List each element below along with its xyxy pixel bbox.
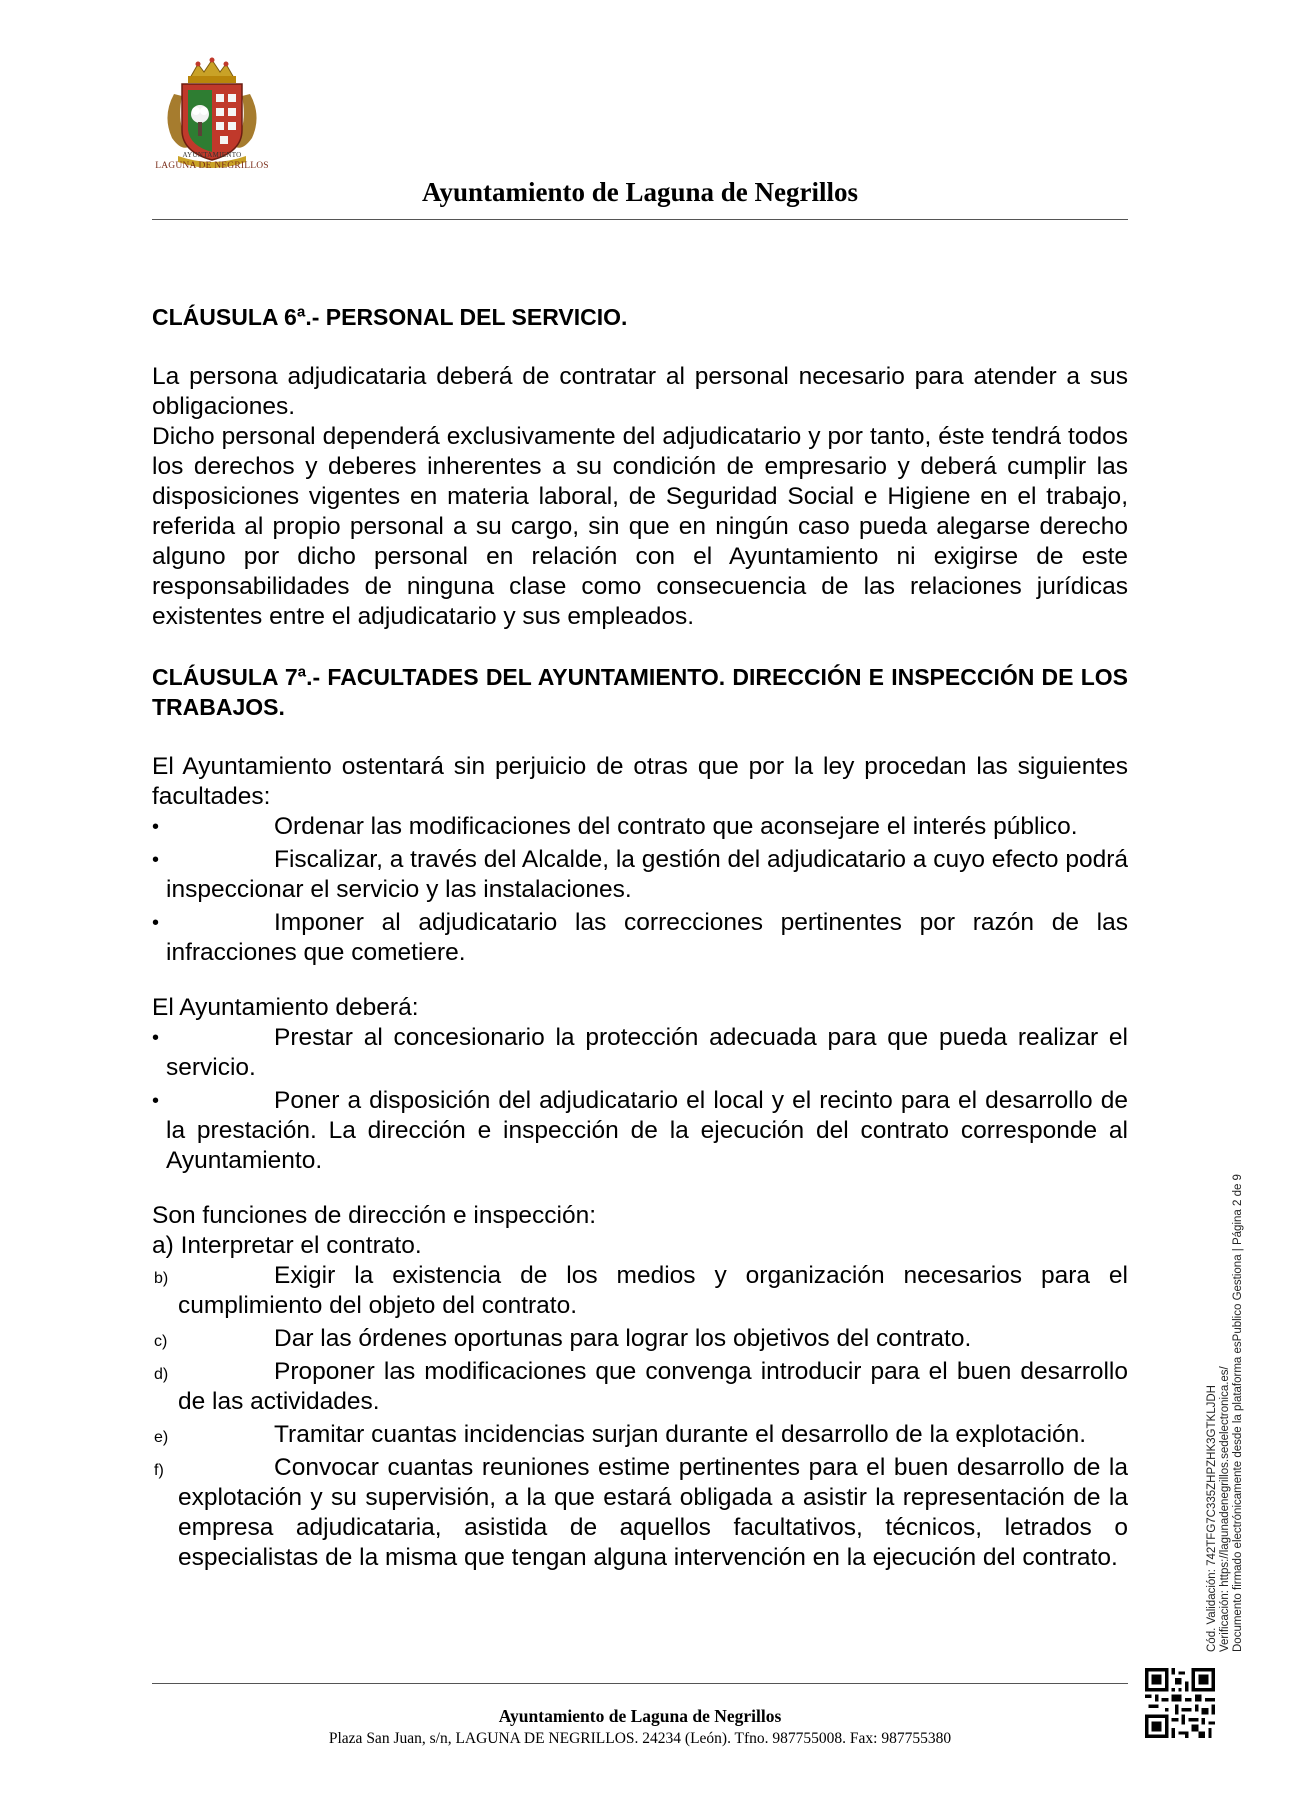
list-item: • Imponer al adjudicatario las correcciones pertinentes por razón de las infracciones que cometiere.	[152, 909, 1128, 966]
list-item: • Ordenar las modificaciones del contrato que aconsejare el interés público.	[152, 813, 1078, 840]
list-item: • Poner a disposición del adjudicatario el local y el recinto para el desarrollo de la prestación. La dirección e inspección de la ejecución del contrato corresponde al Ayuntamiento.	[152, 1087, 1128, 1174]
list-item: • Prestar al concesionario la protección adecuada para que pueda realizar el servicio.	[152, 1024, 1128, 1081]
header-title: Ayuntamiento de Laguna de Negrillos	[421, 177, 859, 207]
list-item: e) Tramitar cuantas incidencias surjan durante el desarrollo de la explotación.	[154, 1421, 1087, 1448]
bullet-icon: •	[152, 1027, 160, 1049]
list-item: • Fiscalizar, a través del Alcalde, la gestión del adjudicatario a cuyo efecto podrá inspeccionar el servicio y las instalaciones.	[152, 846, 1128, 903]
bullet-icon: •	[152, 912, 160, 934]
list-item: b) Exigir la existencia de los medios y organización necesarios para el cumplimiento del objeto del contrato.	[154, 1262, 1128, 1319]
clause6-paragraph-1: La persona adjudicataria deberá de contratar al personal necesario para atender a sus obligaciones.	[152, 363, 1128, 420]
list-item: c) Dar las órdenes oportunas para lograr los objetivos del contrato.	[154, 1325, 972, 1352]
bullet-icon: •	[152, 1090, 160, 1112]
logo-caption-bottom: LAGUNA DE NEGRILLOS	[155, 161, 269, 171]
list-item: f) Convocar cuantas reuniones estime pertinentes para el buen desarrollo de la explotación y su supervisión, a la que estará obligada a asistir la representación de la empresa adjudicataria, asistida de aquellos facultativos, técnicos, letrados o especialistas de la misma que tengan alguna intervención en la ejecución del contrato.	[154, 1454, 1128, 1571]
footer-title: Ayuntamiento de Laguna de Negrillos	[498, 1706, 782, 1726]
header-rule	[152, 219, 1128, 220]
clause6-paragraph-2: Dicho personal dependerá exclusivamente del adjudicatario y por tanto, éste tendrá todos los derechos y deberes inherentes a su condición de empresario y deberá cumplir las disposiciones vigentes en materia laboral, de Seguridad Social e Higiene en el trabajo, referida al propio personal a su cargo, sin que en ningún caso pueda alegarse derecho alguno por dicho personal en relación con el Ayuntamiento ni exigirse de este responsabilidades de ninguna clase como consecuencia de las relaciones jurídicas existentes entre el adjudicatario y sus empleados.	[152, 423, 1128, 630]
list-item: d) Proponer las modificaciones que convenga introducir para el buen desarrollo de las actividades.	[154, 1358, 1128, 1415]
qr-code-icon	[1145, 1668, 1215, 1738]
clause7-intro: El Ayuntamiento ostentará sin perjuicio de otras que por la ley procedan las siguientes facultades:	[152, 753, 1128, 810]
bullet-icon: •	[152, 816, 160, 838]
footer-address: Plaza San Juan, s/n, LAGUNA DE NEGRILLOS. 24234 (León). Tfno. 987755008. Fax: 987755380	[328, 1730, 952, 1747]
clause7-intro-3: Son funciones de dirección e inspección:	[152, 1202, 597, 1229]
validation-code: Cód. Validación: 742TFG7C335ZHPZHK3GTKLJDH	[1206, 1385, 1218, 1652]
logo-caption-top: AYUNTAMIENTO	[182, 151, 242, 159]
clause7-heading: CLÁUSULA 7ª.- FACULTADES DEL AYUNTAMIENTO. DIRECCIÓN E INSPECCIÓN DE LOS TRABAJOS.	[152, 664, 1128, 720]
validation-sidebar	[1206, 1112, 1245, 1652]
clause6-heading: CLÁUSULA 6ª.- PERSONAL DEL SERVICIO.	[152, 304, 628, 330]
document-body	[152, 302, 1128, 1576]
footer-rule	[152, 1683, 1128, 1684]
verification-url[interactable]: Verificación: https://lagunadenegrillos.sedelectronica.es/	[1219, 1366, 1231, 1652]
signature-note: Documento firmado electrónicamente desde la plataforma esPublico Gestiona | Página 2 de 9	[1232, 1174, 1244, 1652]
clause7-item-a: a) Interpretar el contrato.	[152, 1232, 422, 1259]
bullet-icon: •	[152, 849, 160, 871]
clause7-intro-2: El Ayuntamiento deberá:	[152, 994, 419, 1021]
